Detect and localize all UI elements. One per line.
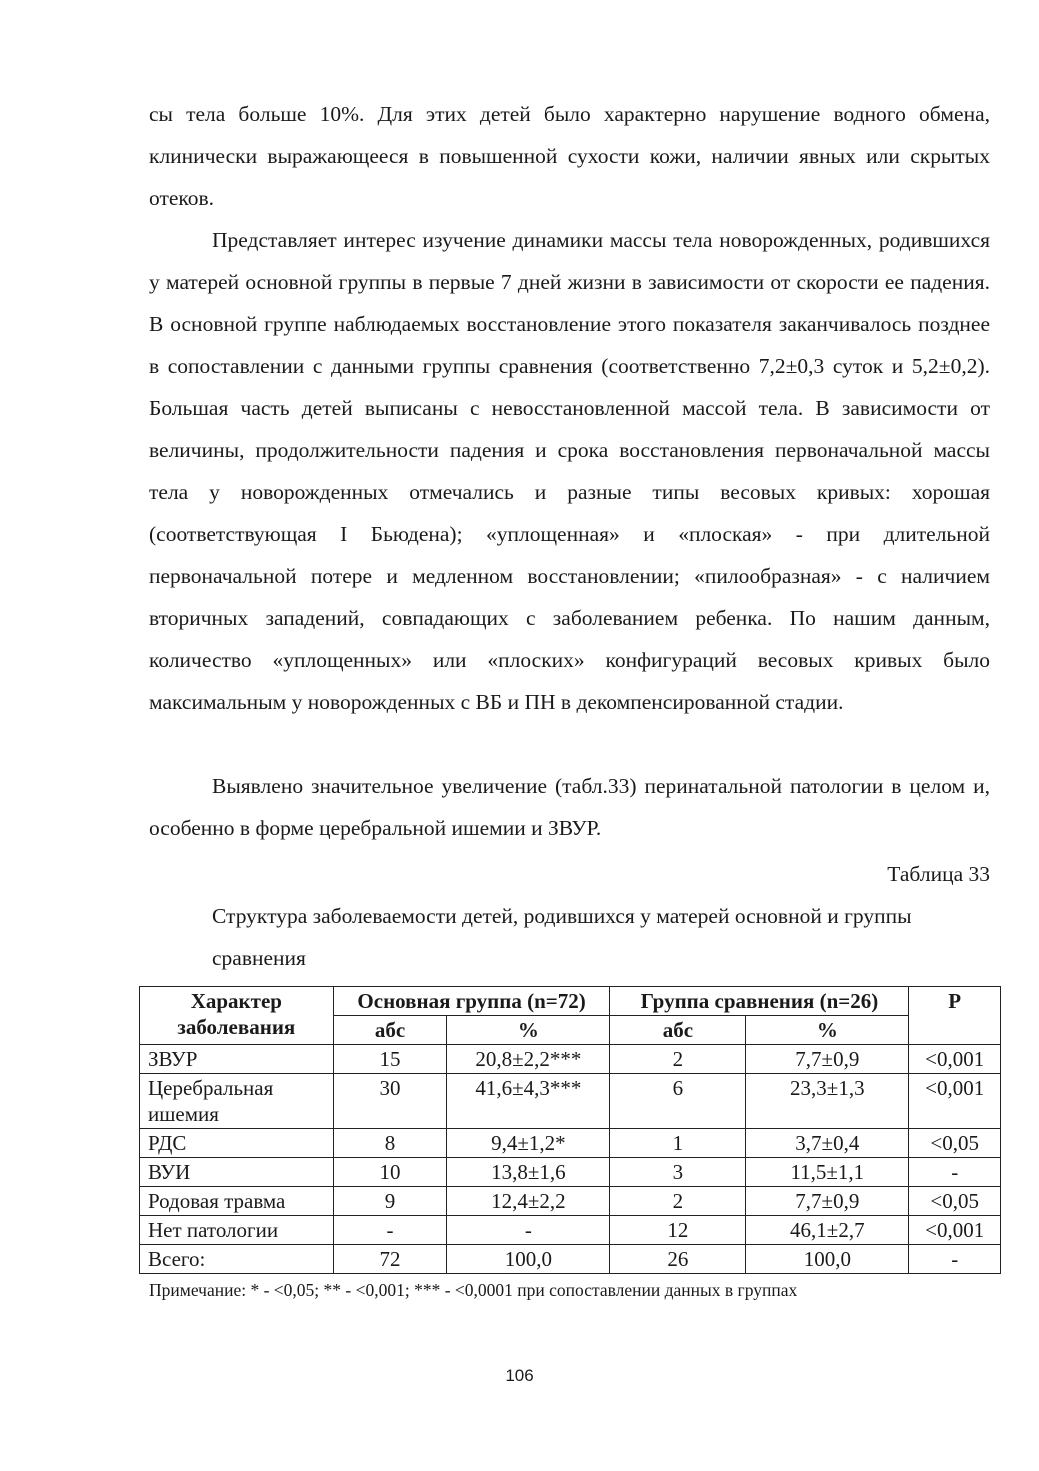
paragraph-text: сы тела больше 10%. Для этих детей было характерно нарушение водного обмена, клинически выражающееся в повышенной сухости кожи, наличии явных или скрытых отеков. bbox=[149, 102, 990, 210]
table-row bbox=[140, 1216, 1001, 1245]
table-row-total bbox=[140, 1245, 1001, 1274]
table-label: Таблица 33 bbox=[887, 862, 990, 886]
paragraph-continuation bbox=[149, 93, 990, 219]
paragraph-weight-dynamics bbox=[149, 219, 990, 723]
paragraph-text: Представляет интерес изучение динамики массы тела новорожденных, родившихся у матерей основной группы в первые 7 дней жизни в зависимости от скорости ее падения. В основной группе наблюдаемых восстановление этого показателя заканчивалось позднее в сопоставлении с данными группы сравнения (соответственно 7,2±0,3 суток и 5,2±0,2). Большая часть детей выписаны с невосстановленной массой тела. В зависимости от величины, продолжительности падения и срока восстановления первоначальной массы тела у новорожденных отмечались и разные типы весовых кривых: хорошая (соответствующая I Бьюдена); «уплощенная» и «плоская» - при длительной первоначальной потере и медленном восстановлении; «пилообразная» - с наличием вторичных западений, совпадающих с заболеванием ребенка. По нашим данным, количество «уплощенных» или «плоских» конфигураций весовых кривых было максимальным у новорожденных с ВБ и ПН в декомпенсированной стадии. bbox=[149, 228, 990, 714]
subheader-main-percent: % bbox=[447, 1016, 610, 1045]
subheader-main-abs: абс bbox=[333, 1016, 447, 1045]
cell-p: - bbox=[909, 1158, 1001, 1187]
table-note: Примечание: * - <0,05; ** - <0,001; *** - <0,0001 при сопоставлении данных в группах bbox=[149, 1280, 798, 1300]
table-row bbox=[140, 1129, 1001, 1158]
cell-cmp-percent: 7,7±0,9 bbox=[746, 1045, 909, 1074]
cell-main-abs: 10 bbox=[333, 1158, 447, 1187]
cell-cmp-abs: 2 bbox=[610, 1045, 746, 1074]
cell-cmp-abs: 26 bbox=[610, 1245, 746, 1274]
morbidity-table bbox=[139, 986, 1001, 1274]
header-p: Р bbox=[909, 987, 1001, 1045]
cell-main-abs: 15 bbox=[333, 1045, 447, 1074]
table-row bbox=[140, 1045, 1001, 1074]
cell-cmp-percent: 7,7±0,9 bbox=[746, 1187, 909, 1216]
cell-cmp-abs: 6 bbox=[610, 1074, 746, 1129]
table-row bbox=[140, 1074, 1001, 1129]
cell-cmp-percent: 11,5±1,1 bbox=[746, 1158, 909, 1187]
cell-disease: Церебральная ишемия bbox=[140, 1074, 334, 1129]
table-caption: Структура заболеваемости детей, родившихся у матерей основной и группы сравнения bbox=[212, 904, 912, 970]
cell-disease: ВУИ bbox=[140, 1158, 334, 1187]
cell-cmp-abs: 1 bbox=[610, 1129, 746, 1158]
cell-main-percent: 13,8±1,6 bbox=[447, 1158, 610, 1187]
cell-cmp-abs: 2 bbox=[610, 1187, 746, 1216]
paragraph-text: Выявлено значительное увеличение (табл.33) перинатальной патологии в целом и, особенно в форме церебральной ишемии и ЗВУР. bbox=[149, 774, 990, 840]
cell-disease: РДС bbox=[140, 1129, 334, 1158]
cell-disease: ЗВУР bbox=[140, 1045, 334, 1074]
cell-main-abs: 8 bbox=[333, 1129, 447, 1158]
subheader-cmp-abs: абс bbox=[610, 1016, 746, 1045]
cell-main-percent: 41,6±4,3*** bbox=[447, 1074, 610, 1129]
cell-main-percent: 100,0 bbox=[447, 1245, 610, 1274]
cell-main-abs: 30 bbox=[333, 1074, 447, 1129]
cell-disease: Всего: bbox=[140, 1245, 334, 1274]
header-main-group: Основная группа (n=72) bbox=[333, 987, 610, 1016]
cell-cmp-percent: 3,7±0,4 bbox=[746, 1129, 909, 1158]
cell-cmp-percent: 23,3±1,3 bbox=[746, 1074, 909, 1129]
cell-disease: Родовая травма bbox=[140, 1187, 334, 1216]
cell-cmp-percent: 100,0 bbox=[746, 1245, 909, 1274]
cell-cmp-abs: 3 bbox=[610, 1158, 746, 1187]
header-disease: Характер заболевания bbox=[140, 987, 334, 1045]
cell-p: - bbox=[909, 1245, 1001, 1274]
cell-cmp-abs: 12 bbox=[610, 1216, 746, 1245]
cell-p: <0,05 bbox=[909, 1129, 1001, 1158]
table-header-row bbox=[140, 987, 1001, 1016]
cell-main-abs: 9 bbox=[333, 1187, 447, 1216]
header-comparison-group: Группа сравнения (n=26) bbox=[610, 987, 909, 1016]
cell-main-abs: 72 bbox=[333, 1245, 447, 1274]
cell-main-abs: - bbox=[333, 1216, 447, 1245]
cell-main-percent: - bbox=[447, 1216, 610, 1245]
subheader-cmp-percent: % bbox=[746, 1016, 909, 1045]
table-row bbox=[140, 1187, 1001, 1216]
cell-p: <0,001 bbox=[909, 1045, 1001, 1074]
paragraph-pathology bbox=[149, 765, 990, 849]
cell-cmp-percent: 46,1±2,7 bbox=[746, 1216, 909, 1245]
cell-main-percent: 9,4±1,2* bbox=[447, 1129, 610, 1158]
cell-disease: Нет патологии bbox=[140, 1216, 334, 1245]
cell-p: <0,001 bbox=[909, 1074, 1001, 1129]
cell-main-percent: 20,8±2,2*** bbox=[447, 1045, 610, 1074]
cell-p: <0,05 bbox=[909, 1187, 1001, 1216]
page-number: 106 bbox=[505, 1366, 534, 1385]
table-row bbox=[140, 1158, 1001, 1187]
cell-main-percent: 12,4±2,2 bbox=[447, 1187, 610, 1216]
cell-p: <0,001 bbox=[909, 1216, 1001, 1245]
